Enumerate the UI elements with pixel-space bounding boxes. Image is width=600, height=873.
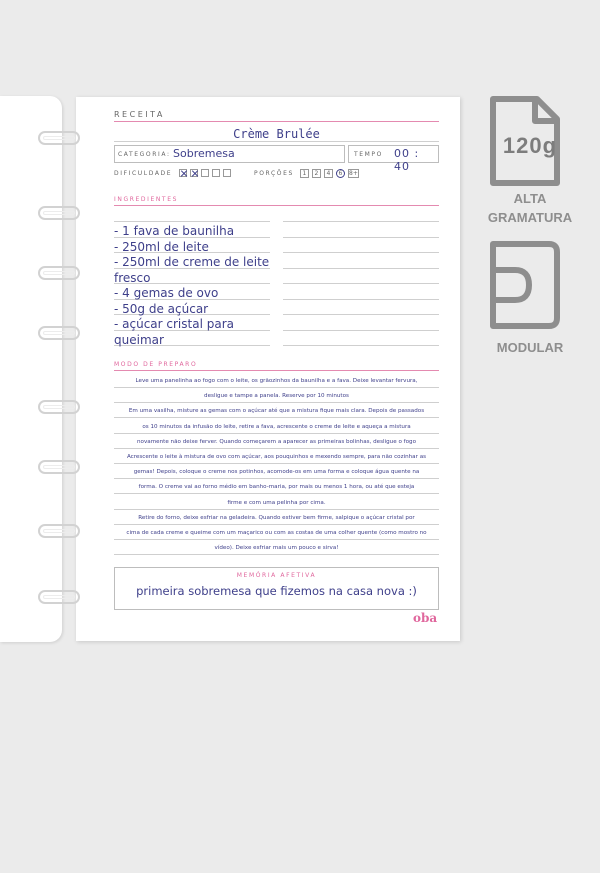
prep-line: vídeo). Deixe esfriar mais um pouco e sirva! [214,545,339,552]
ruled-line [114,433,439,434]
ingredient-line: - 250ml de leite [114,239,209,254]
memory-label: MEMÓRIA AFETIVA [236,572,317,579]
prep-line: Leve uma panelinha ao fogo com o leite, os grãozinhos da baunilha e a fava. Deixe levantar fervura, [135,378,418,384]
difficulty-row [114,169,231,177]
ruled-line [114,524,439,525]
portion-option: 8+ [349,170,358,177]
modular-page-icon [489,240,561,330]
feature-label-modular: MODULAR [496,340,564,355]
ingredient-line: - 50g de açúcar [114,301,209,316]
divider-line [114,121,439,122]
portions-label: PORÇÕES [254,170,294,177]
ruled-line [114,221,270,222]
prep-line: Em uma vasilha, misture as gemas com o açúcar até que a mistura fique mais clara. Depois de passados [128,408,425,415]
ingredient-line: - açúcar cristal para [114,317,234,331]
ruled-line [114,509,439,510]
binder-ring [38,266,80,280]
difficulty-box [223,169,231,177]
ruled-line [114,402,439,403]
ruled-line [114,448,439,449]
difficulty-box [201,169,209,177]
difficulty-box [190,169,198,177]
feature-label-alta: ALTA [513,191,547,206]
difficulty-box [212,169,220,177]
ruled-line [114,387,439,388]
binder-ring [38,460,80,474]
ruled-line [283,237,439,238]
ruled-line [283,330,439,331]
difficulty-boxes [179,169,231,177]
ingredient-line: - 1 fava de baunilha [114,224,235,238]
ingredients-divider [114,205,439,206]
prep-label: MODO DE PREPARO [114,361,198,368]
portion-option: 6 [336,169,345,178]
ruled-line [283,283,439,284]
ruled-line [114,493,439,494]
brand-logo: oba [413,611,438,625]
prep-line: os 10 minutos da infusão do leite, retire a fava, acrescente o creme de leite e aqueça a mistura [142,423,411,430]
time-value: 00 : 40 [394,147,420,173]
ruled-line [114,463,439,464]
dish-name: Crème Brulée [233,127,320,141]
ruled-line [283,345,439,346]
ingredients-label: INGREDIENTES [114,196,179,203]
binder-ring [38,206,80,220]
prep-line: gemas! Depois, coloque o creme nos potinhos, acomode-os em uma forma e coloque água quente na [133,469,420,476]
category-value: Sobremesa [173,147,235,160]
time-label: TEMPO [354,151,383,158]
memory-text: primeira sobremesa que fizemos na casa nova :) [136,584,417,598]
ingredient-line: fresco [114,270,151,285]
prep-line: Retire do forno, deixe esfriar na geladeira. Quando estiver bem firme, salpique o açúcar cristal por [138,514,415,521]
portion-option: 1 [300,169,309,178]
binder-ring [38,400,80,414]
feature-label-gramatura: GRAMATURA [487,210,573,225]
ruled-line [114,554,439,555]
binder-ring [38,524,80,538]
prep-line: Acrescente o leite à mistura de ovo com açúcar, aos pouquinhos e mexendo sempre, para não cozinhar as [126,454,427,460]
prep-line: cima de cada creme e queime com um maçarico ou com as costas de uma colher quente (como mostro no [126,530,427,536]
difficulty-label: DIFICULDADE [114,169,173,177]
category-label: CATEGORIA: [118,151,171,158]
ruled-line [283,252,439,253]
difficulty-box [179,169,187,177]
binder-ring [38,326,80,340]
ruled-line [114,478,439,479]
memory-box [114,567,439,610]
ruled-line [283,314,439,315]
binder-ring [38,590,80,604]
ingredient-line: - 4 gemas de ovo [114,286,219,300]
binder-ring [38,131,80,145]
prep-line: firme e com uma pelinha por cima. [227,499,326,506]
prep-divider [114,370,439,371]
portion-option: 4 [324,169,333,178]
portion-options [300,169,359,178]
paper-weight-badge: 120g [502,133,558,158]
ingredient-line: - 250ml de creme de leite [114,255,270,269]
ruled-line [283,268,439,269]
portions-row [254,169,359,178]
prep-line: forma. O creme vai ao forno médio em banho-maria, por mais ou menos 1 hora, ou até que esteja [138,484,415,491]
prep-line: desligue e tampe a panela. Reserve por 10 minutos [204,393,349,400]
portion-option: 2 [312,169,321,178]
prep-line: novamente não deixe ferver. Quando começarem a aparecer as primeiras bolinhas, desligue o fogo [136,438,417,445]
ruled-line [283,221,439,222]
dish-underline [114,141,439,142]
ruled-line [283,299,439,300]
ingredient-line: queimar [114,332,164,347]
ruled-line [114,417,439,418]
receita-label: RECEITA [114,110,165,119]
back-sheet [0,96,62,642]
category-box [114,145,345,163]
ruled-line [114,539,439,540]
recipe-page [76,97,460,641]
time-box [348,145,439,173]
